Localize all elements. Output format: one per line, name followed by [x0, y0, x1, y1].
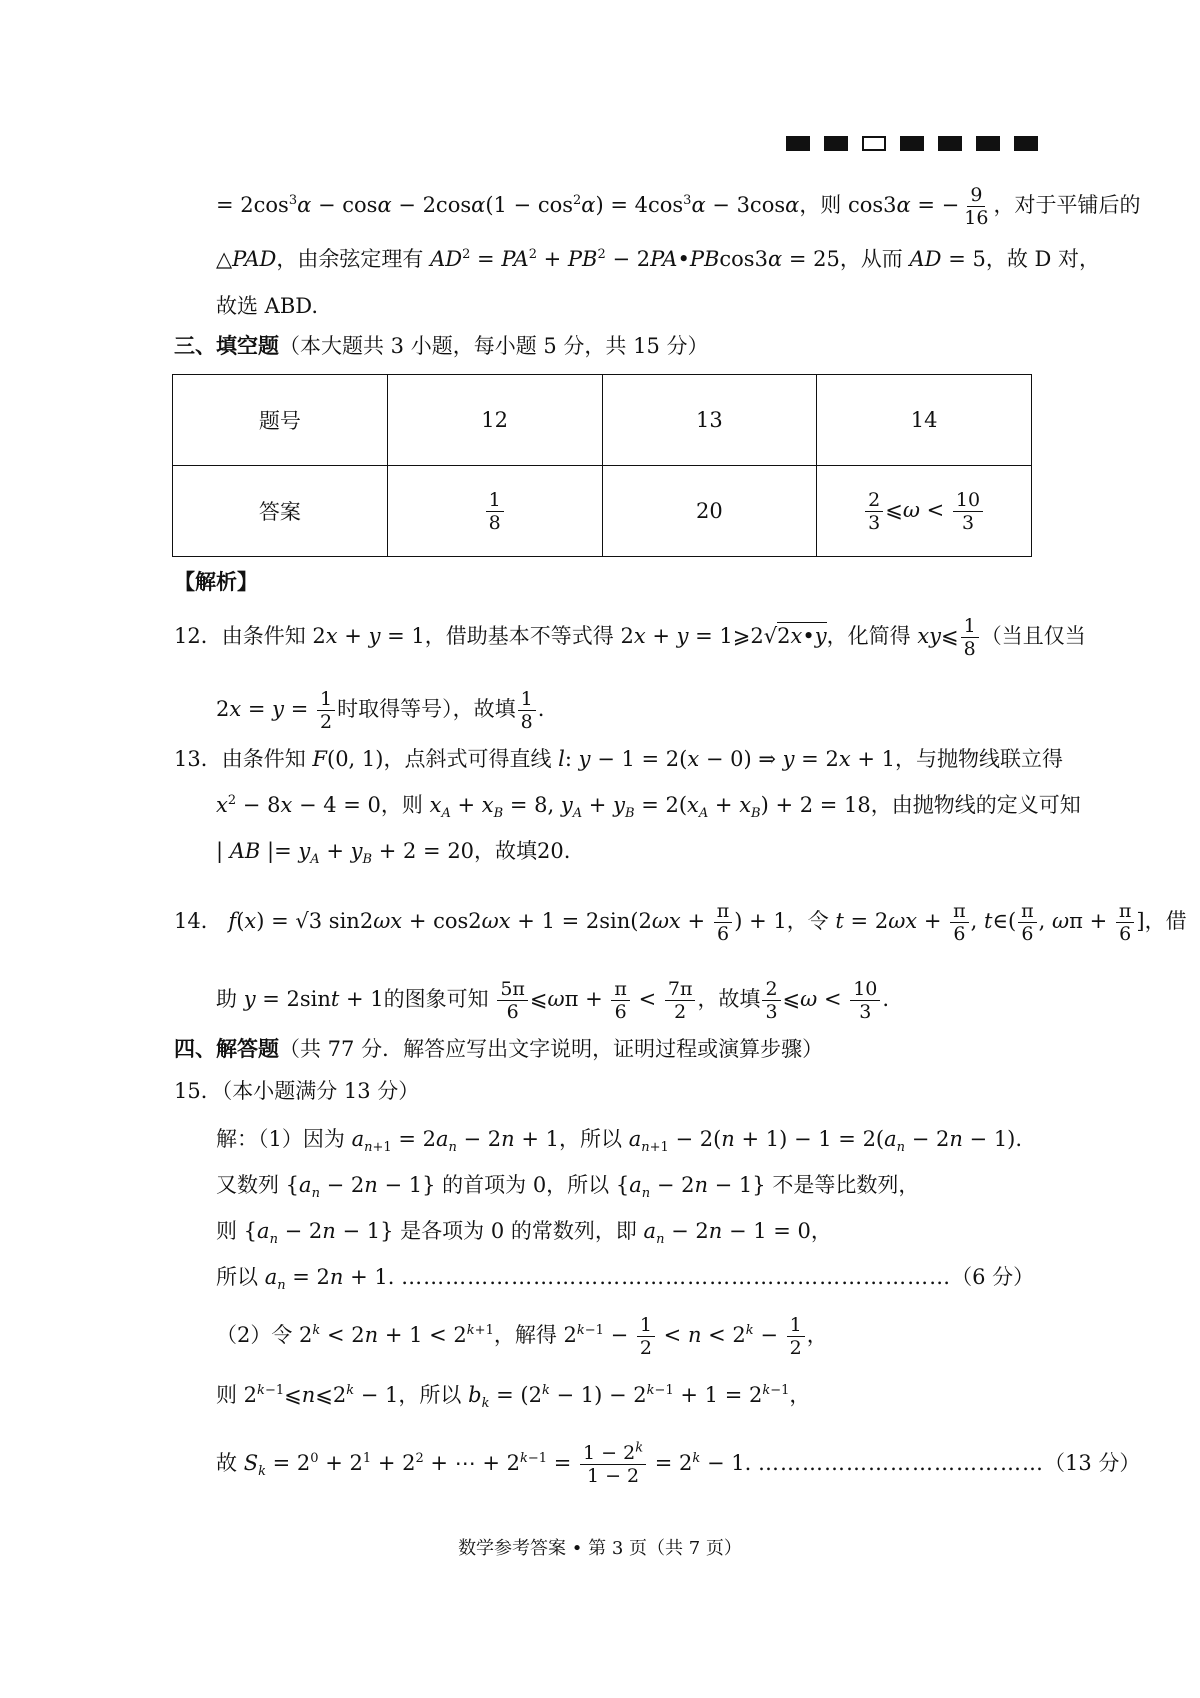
prev-solution-line-1: = $2\cos^3\alpha - \cos\alpha - 2\cos\alpha(1 - \cos^2\alpha) = 4\cos^3\alpha - 3\cos\alpha$，则 cos3α = − $\frac{9}{16}$ ，对于平铺后的 — [216, 184, 1141, 229]
section-4-heading: 四、解答题（共 77 分．解答应写出文字说明，证明过程或演算步骤） — [174, 1037, 824, 1061]
prev-solution-line-2: △PAD，由余弦定理有 $AD^2 = PA^2 + PB^2$ − 2PA•PBcos3α = 25，从而 AD = 5，故 D 对， — [216, 247, 1101, 271]
table-cell-header: 答案 — [173, 466, 388, 557]
table-cell: 13 — [602, 375, 817, 466]
q12-line-2: 2x = y = $\frac{1}{2}$ 时取得等号），故填 $\frac{1}{8}$ . — [216, 688, 545, 733]
table-cell: 14 — [817, 375, 1032, 466]
q13-line-2: $x^2 - 8x - 4 = 0$，则 $x_A + x_B = 8$, $y_A + y_B = 2(x_A + x_B) + 2 = 18$，由抛物线的定义可知 — [216, 793, 1081, 822]
analysis-header: 【解析】 — [174, 570, 258, 594]
answer-table — [172, 374, 1032, 557]
table-cell: $\frac{2}{3}$ ⩽ω < $\frac{10}{3}$ — [817, 466, 1032, 557]
page-marker — [786, 136, 810, 151]
q15-line-2: 又数列 $\{a_n - 2n - 1\}$ 的首项为 0，所以 $\{a_n - 2n - 1\}$ 不是等比数列， — [216, 1173, 920, 1202]
q15-line-1: 解：（1）因为 $a_{n+1} = 2a_n - 2n + 1$，所以 $a_{n+1} - 2(n + 1) - 1 = 2(a_n - 2n - 1)$. — [216, 1127, 1023, 1156]
page-marker — [900, 136, 924, 151]
page-marker-current — [862, 136, 886, 151]
page-marker — [1014, 136, 1038, 151]
q15-line-7: 故 $S_k = 2^0 + 2^1 + 2^2$ + ⋯ + $2^{k-1}$ = $\frac{1 - 2^k}{1 - 2}$ = $2^k - 1$. …………………………………（13 分） — [216, 1440, 1141, 1487]
page-marker-strip — [786, 136, 1038, 151]
page-footer: 数学参考答案 • 第 3 页（共 7 页） — [458, 1538, 742, 1559]
q13-line-1: 13．由条件知 F(0, 1)，点斜式可得直线 l: y − 1 = 2(x − 0) ⇒ y = 2x + 1，与抛物线联立得 — [174, 747, 1063, 771]
q15-line-5: （2）令 $2^k < 2n + 1 < 2^{k+1}$，解得 $2^{k-1}$ − $\frac{1}{2}$ < $n < 2^k$ − $\frac{1}{2}$ ， — [216, 1314, 828, 1359]
page-marker — [824, 136, 848, 151]
q15-line-3: 则 $\{a_n - 2n - 1\}$ 是各项为 0 的常数列，即 $a_n - 2n - 1 = 0$， — [216, 1219, 832, 1248]
q12-line-1: 12．由条件知 2x + y = 1，借助基本不等式得 2x + y = 1⩾2√2x•y，化简得 xy⩽ $\frac{1}{8}$ （当且仅当 — [174, 615, 1086, 660]
table-cell: 20 — [602, 466, 817, 557]
q14-line-2: 助 y = 2sint + 1的图象可知 $\frac{5\pi}{6}$ ⩽ωπ + $\frac{\pi}{6}$ < $\frac{7\pi}{2}$ ，故填 $\frac{2}{3}$ ⩽ω < $\frac{10}{3}$ . — [216, 978, 890, 1023]
page-marker — [976, 136, 1000, 151]
q15-line-4: 所以 $a_n = 2n + 1$. …………………………………………………………………（6 分） — [216, 1265, 1035, 1294]
table-cell-header: 题号 — [173, 375, 388, 466]
q14-line-1: 14． f(x) = √3 sin2ωx + cos2ωx + 1 = 2sin(2ωx + $\frac{\pi}{6}$ ) + 1，令 t = 2ωx + $\frac{\pi}{6}$ , t∈( $\frac{\pi}{6}$ , ωπ + $\frac{\pi}{6}$ ]，借 — [174, 900, 1187, 945]
table-row — [173, 466, 1032, 557]
q13-line-3: | AB |= $y_A + y_B + 2 = 20$，故填20. — [216, 839, 571, 868]
q15-line-6: 则 $2^{k-1}⩽n⩽2^k - 1$，所以 $b_k = (2^k - 1) - 2^{k-1} + 1 = 2^{k-1}$， — [216, 1383, 811, 1412]
table-cell: $\frac{1}{8}$ — [387, 466, 602, 557]
section-3-heading: 三、填空题（本大题共 3 小题，每小题 5 分，共 15 分） — [174, 334, 709, 358]
table-cell: 12 — [387, 375, 602, 466]
q15-heading: 15．（本小题满分 13 分） — [174, 1079, 420, 1103]
table-row — [173, 375, 1032, 466]
page-marker — [938, 136, 962, 151]
prev-solution-line-3: 故选 ABD. — [216, 294, 319, 318]
